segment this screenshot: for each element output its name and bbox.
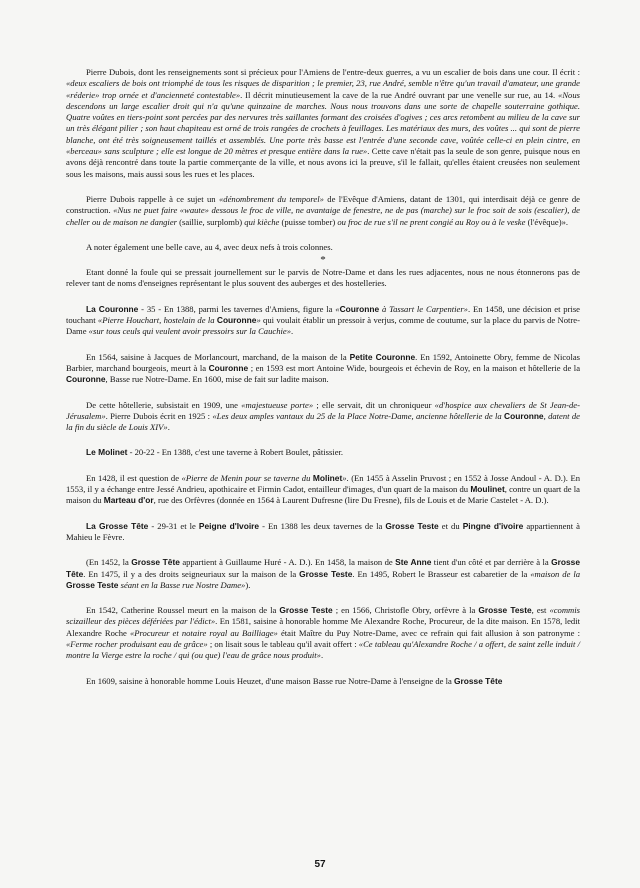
text-run: - 35 - En 1388, parmi les tavernes d'Amiens, figure la: [138, 303, 336, 314]
text-run: de l'Evêque d'Amiens, datant de 1301, qui interdisait déjà ce genre de construction.: [66, 193, 580, 216]
text-run: (En 1452, la: [86, 557, 132, 568]
sign-name: Grosse Teste: [299, 568, 353, 579]
text-run: ; en 1566, Christofle Obry, orfèvre à la: [332, 605, 479, 616]
sign-name: Ste Anne: [395, 557, 432, 568]
quotation: «Les deux amples vantaux du 25 de la Place Notre-Dame, ancienne hôtellerie de la: [212, 410, 505, 421]
quotation: ou froc de rue s'il ne prent congié au Roy ou à le veske: [337, 216, 526, 227]
paragraph-spacer: [66, 228, 580, 242]
sign-name: Grosse Teste: [66, 579, 119, 590]
quotation: «d'hospice aux chevaliers de St Jean-de-Jérusalem»: [66, 399, 580, 421]
sign-name: Marteau d'or: [103, 495, 154, 506]
text-run: qui voulait établir un pressoir à verjus, comme de coutume, sur la place du parvis de Notre-Dame: [66, 315, 580, 337]
sign-name: Pingne d'ivoire: [462, 520, 524, 531]
quotation: «dénombrement du temporel»: [218, 193, 324, 204]
text-run: A noter également une belle cave, au 4, avec deux nefs à trois colonnes.: [86, 241, 333, 252]
quotation: «Pierre de Menin pour se taverne du: [181, 472, 313, 483]
paragraph: [66, 521, 580, 544]
text-run: . Il décrit minutieusement la cave de la rue André ouvrant par une venelle sur rue, au 14.: [240, 89, 559, 100]
paragraph-spacer: [66, 459, 580, 473]
text-run: ; en 1593 est mort Antoine Wide, bourgeois et échevin de Roy, en la maison et hôtellerie de la: [248, 362, 581, 373]
text-run: tient d'un côté et par derrière à la: [431, 557, 552, 568]
text-run: et du: [438, 520, 463, 531]
paragraph: [66, 605, 580, 661]
text-run: ; on lisait sous le tableau qu'il avait offert :: [207, 638, 359, 649]
text-run: était Maître du Puy Notre-Dame, avec ce refrain qui fait allusion à son patronyme :: [277, 627, 580, 638]
quotation: «deux escaliers de bois ont triomphé de tous les risques de disparition ; le premier, 23, rue André, semble n'être qu'un travail d'amateur, une grande «réderie» trop ornée et d'ancienneté contestable»: [66, 78, 580, 100]
sign-name: Couronne: [208, 362, 249, 373]
text-run: . En 1495, Robert le Brasseur est cabaretier de la: [352, 568, 531, 579]
text-run: (saillie, surplomb): [176, 216, 245, 227]
text-run: Pierre Dubois, dont les renseignements sont si précieux pour l'Amiens de l'entre-deux guerres, a vu un escalier de bois dans une cour. Il écrit :: [86, 67, 580, 77]
quotation: «Ce tableau qu'Alexandre Roche / a offert, de saint zelle induit / montre la Vierge estre la roche / qui (ou que) l'eau de grâce nous produit»: [66, 638, 580, 661]
quotation: »: [256, 315, 261, 326]
paragraph: [66, 242, 580, 253]
text-run: , rue des Orfèvres (donnée en 1564 à Laurent Dufresne (lire Du Fresne), fils de Louis et de Marie Castelet - A. D.).: [153, 495, 549, 506]
text-run: ; elle servait, dit un chroniqueur: [313, 399, 435, 410]
text-run: - 20-22 - En 1388, c'est une taverne à Robert Boulet, pâtissier.: [127, 447, 344, 458]
paragraph: [66, 304, 580, 338]
quotation: séant en la Basse rue Nostre Dame»: [118, 579, 246, 590]
quotation: à Tassart le Carpentier»: [379, 303, 468, 314]
sign-name: Moulinet: [470, 484, 505, 495]
text-run: (puisse tomber): [279, 216, 338, 227]
sign-name: Le Molinet: [86, 447, 128, 458]
sign-name: Couronne: [66, 374, 106, 385]
text-run: , Basse rue Notre-Dame. En 1600, mise de fait sur ladite maison.: [105, 374, 329, 385]
paragraph-spacer: [66, 290, 580, 304]
sign-name: Grosse Teste: [478, 605, 532, 616]
text-run: En 1609, saisine à honorable homme Louis Heuzet, d'une maison Basse rue Notre-Dame à l'enseigne de la: [86, 675, 454, 686]
text-run: Etant donné la foule qui se pressait journellement sur le parvis de Notre-Dame et dans les rues adjacentes, nous ne nous étonnerons pas de relever tant de noms d'enseignes représentant le plus souvent des auberges et des hostelleries.: [66, 267, 580, 289]
paragraph-spacer: [66, 386, 580, 400]
page-number: 57: [314, 859, 326, 870]
paragraph-spacer: [66, 591, 580, 605]
text-run: .: [167, 422, 170, 433]
text-run: , contre un quart de la maison du: [66, 484, 580, 506]
paragraph-spacer: [66, 338, 580, 352]
text-run: , est: [531, 605, 550, 616]
sign-name: Grosse Tête: [66, 557, 580, 579]
text-run: De cette hôtellerie, subsistait en 1909, une: [86, 399, 242, 410]
paragraph-spacer: [66, 543, 580, 557]
sign-name: La Couronne: [86, 303, 139, 314]
sign-name: Grosse Teste: [279, 605, 333, 616]
section-separator: *: [320, 254, 326, 267]
text-run: . En 1592, Antoinette Obry, femme de Nicolas Barbier, marchand bourgeois, meurt à la: [66, 351, 580, 373]
text-run: . Cette cave n'était pas la seule de son genre, puisque nous en avons déjà rencontré dans toute la partie commerçante de la ville, et nous avons ici la preuve, s'il le fallait, qu'elles étaient creusées non seulement sous les maisons, mais aussi sous les rues et les places.: [66, 146, 580, 179]
quotation: «sur tous ceuls qui veulent avoir pressoirs sur la Cauchie»: [88, 326, 292, 337]
sign-name: Couronne: [216, 315, 257, 326]
text-run: appartient à Guillaume Huré - A. D.). En 1458, la maison de: [179, 557, 396, 568]
paragraph: [66, 676, 580, 687]
body-text: [66, 67, 580, 687]
paragraph-spacer: [66, 662, 580, 676]
quotation: «maison de la: [530, 568, 581, 579]
sign-name: Grosse Tête: [131, 557, 180, 568]
text-run: ).: [245, 579, 251, 590]
paragraph: [66, 400, 580, 434]
paragraph-spacer: [66, 180, 580, 194]
quotation: «Procureur et notaire royal au Bailliage»: [129, 627, 278, 638]
text-run: .: [291, 326, 294, 337]
paragraph-spacer: [66, 507, 580, 521]
sign-name: La Grosse Tête: [86, 520, 149, 531]
quotation: «: [335, 303, 340, 314]
paragraph: [66, 67, 580, 180]
text-run: . En 1581, saisine à honorable homme Me Alexandre Roche, Procureur, de la dite maison. En 1578, ledit Alexandre Roche: [66, 616, 581, 638]
sign-name: Grosse Tête: [453, 675, 503, 686]
quotation: «Pierre Houchart, hostelain de la: [97, 315, 217, 326]
sign-name: Molinet: [312, 472, 343, 483]
sign-name: Couronne: [339, 303, 380, 314]
quotation: «Nus ne puet faire «waute» dessous le froc de ville, ne avantaige de fenestre, ne de pas (marche) sur le froc soit de sois (escalier), de cheller ou de maison ne dangier: [66, 205, 580, 227]
text-run: . En 1458, une décision et prise touchant: [66, 303, 580, 326]
paragraph: [66, 352, 580, 386]
sign-name: Peigne d'Ivoire: [198, 520, 260, 531]
quotation: »: [342, 472, 347, 483]
paragraph: [66, 473, 580, 507]
text-run: . Pierre Dubois écrit en 1925 :: [105, 410, 213, 421]
quotation: «Nous descendons un large escalier droit qui n'a qu'une quinzaine de marches. Nous nous trouvons dans une sorte de chapelle souterraine gothique. Quatre voûtes en tiers-point sont percées par des nervures très saillantes formant des croisées d'ogives ; ces arcs retombent au milieu de la cave sur un très élégant pilier ; son haut chapiteau est orné de trois rangées de crochets à feuillages. Les matériaux des murs, des voûtes ... qui sont de pierre blanche, ont été très soigneusement taillés et assemblés. Une porte très basse est l'entrée d'une seconde cave, voûtée celle-ci en plein cintre, en «berceau» sans sculpture ; elle est longue de 20 mètres et presque entière dans la rue»: [66, 89, 580, 157]
paragraph: [66, 194, 580, 228]
text-run: . En 1475, il y a des droits seigneuriaux sur la maison de la: [83, 568, 300, 579]
text-run: - 29-31 et le: [148, 520, 199, 531]
quotation: , datent de la fin du siècle de Louis XIV»: [66, 410, 580, 433]
paragraph: [66, 267, 580, 290]
paragraph: [66, 447, 580, 458]
text-run: . (En 1455 à Asselin Pruvost ; en 1552 à Josse Andoul - A. D.). En 1553, il y a échange entre Jessé Andrieu, apothicaire et Firmin Cadot, entailleur d'images, d'un quart de la maison du: [66, 472, 581, 495]
text-run: (l'évêque)».: [525, 216, 569, 227]
text-run: Pierre Dubois rappelle à ce sujet un: [86, 193, 219, 204]
sign-name: Petite Couronne: [349, 351, 416, 362]
text-run: En 1428, il est question de: [86, 472, 182, 483]
sign-name: Grosse Teste: [385, 520, 439, 531]
paragraph: [66, 557, 580, 591]
quotation: «commis scizailleur des pièces défériées par l'édict»: [66, 605, 580, 627]
text-run: En 1564, saisine à Jacques de Morlancourt, marchand, de la maison de la: [86, 351, 350, 362]
sign-name: Couronne: [504, 410, 544, 421]
text-run: En 1542, Catherine Roussel meurt en la maison de la: [86, 605, 280, 616]
text-run: appartiennent à Mahieu le Fèvre.: [66, 520, 580, 542]
quotation: qui kièche: [244, 216, 280, 227]
text-run: .: [320, 650, 324, 661]
quotation: «majestueuse porte»: [241, 399, 314, 410]
quotation: «Ferme rocher produisant eau de grâce»: [66, 638, 208, 649]
text-run: - En 1388 les deux tavernes de la: [259, 520, 386, 531]
paragraph-spacer: [66, 433, 580, 447]
